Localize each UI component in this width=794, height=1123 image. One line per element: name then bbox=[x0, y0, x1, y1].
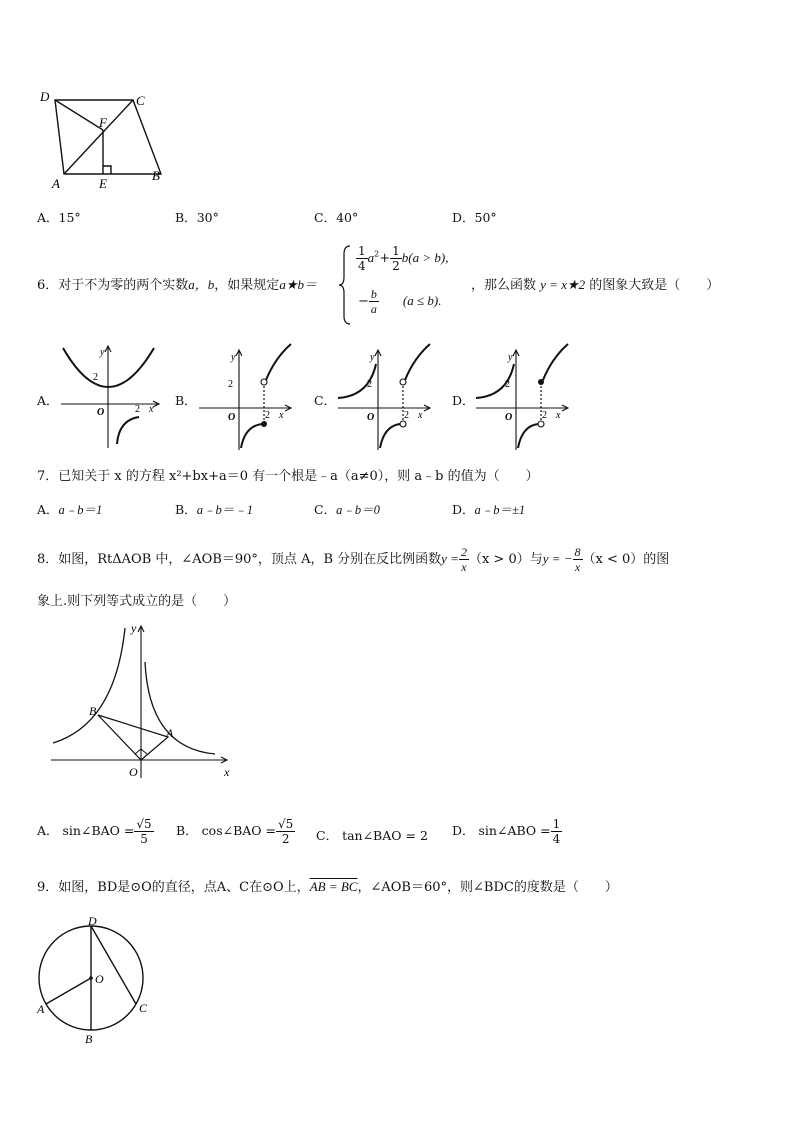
segment-ac bbox=[64, 100, 133, 174]
svg-text:y: y bbox=[100, 347, 105, 358]
svg-text:2: 2 bbox=[265, 410, 270, 421]
piecewise-case-1: $\frac{1}{4}$ $a^2+$ $\frac{1}{2}$ b(a > b), bbox=[358, 244, 449, 273]
q6-graph-a bbox=[57, 340, 167, 452]
q6-graph-b bbox=[195, 340, 305, 452]
svg-text:C: C bbox=[139, 1001, 148, 1015]
q6-stem-suffix: ，那么函数 y = x★2 的图象大致是（ ） bbox=[471, 277, 720, 293]
q8-stem-line2: 象上.则下列等式成立的是（ ） bbox=[37, 594, 237, 609]
segment-df bbox=[55, 100, 103, 130]
q8-hyperbola-figure bbox=[45, 620, 245, 782]
label-e: E bbox=[99, 176, 107, 191]
q5-option-a: A．15° bbox=[37, 210, 81, 225]
q6-graph-d bbox=[472, 340, 582, 452]
q6-option-c-letter: C． bbox=[314, 393, 337, 408]
svg-text:y: y bbox=[370, 352, 375, 363]
chord-dc bbox=[91, 926, 136, 1004]
svg-text:x: x bbox=[279, 410, 284, 421]
svg-text:A: A bbox=[37, 1002, 45, 1016]
svg-text:x: x bbox=[418, 410, 423, 421]
svg-text:O: O bbox=[95, 972, 104, 986]
svg-text:B: B bbox=[85, 1032, 93, 1046]
q7-stem: 7．已知关于 x 的方程 x²+bx+a＝0 有一个根是﹣a（a≠0），则 a﹣b 的值为（ ） bbox=[37, 469, 539, 484]
q8-stem-line1: 8．如图，RtΔAOB 中，∠AOB＝90°，顶点 A，B 分别在反比例函数y = $\frac{2}{x}$ （x > 0）与y = − $\frac{8}{x}$ （x < 0）的图 bbox=[37, 545, 670, 574]
label-d: D bbox=[40, 89, 50, 104]
svg-text:O: O bbox=[97, 407, 105, 418]
q5-option-d: D．50° bbox=[452, 210, 497, 225]
q7-option-a: A．a﹣b＝1 bbox=[37, 502, 103, 517]
svg-text:y: y bbox=[231, 352, 236, 363]
svg-text:2: 2 bbox=[228, 379, 233, 390]
svg-text:y: y bbox=[131, 621, 137, 635]
q8-option-c: C． tan∠BAO = 2 bbox=[316, 828, 428, 843]
q5-parallelogram-figure bbox=[30, 88, 180, 193]
hyperbola-left bbox=[53, 628, 125, 743]
svg-text:x: x bbox=[149, 404, 154, 415]
piecewise-case-2: − $\frac{b}{a}$ (a ≤ b). bbox=[358, 287, 442, 316]
piecewise-brace bbox=[338, 244, 352, 326]
parallelogram-abcd bbox=[55, 100, 161, 174]
q7-option-b: B．a﹣b＝﹣1 bbox=[175, 502, 253, 517]
svg-text:O: O bbox=[228, 412, 236, 423]
label-f: F bbox=[99, 115, 107, 130]
right-angle-mark bbox=[103, 166, 111, 174]
q6-option-d-letter: D． bbox=[452, 393, 475, 408]
radius-oa bbox=[46, 978, 91, 1004]
svg-text:O: O bbox=[505, 412, 513, 423]
label-b: B bbox=[152, 168, 160, 183]
svg-text:B: B bbox=[89, 704, 97, 718]
q7-option-d: D．a﹣b＝±1 bbox=[452, 502, 526, 517]
svg-text:O: O bbox=[367, 412, 375, 423]
svg-text:x: x bbox=[556, 410, 561, 421]
label-c: C bbox=[136, 93, 145, 108]
hyperbola-branch bbox=[117, 417, 139, 444]
svg-text:D: D bbox=[88, 914, 97, 928]
q6-graph-c bbox=[334, 340, 444, 452]
q8-option-a: A． sin∠BAO = $\frac{√5}{5}$ bbox=[37, 817, 152, 846]
label-a: A bbox=[52, 176, 60, 191]
q5-option-b: B．30° bbox=[175, 210, 219, 225]
svg-text:A: A bbox=[166, 726, 174, 740]
svg-text:2: 2 bbox=[505, 379, 510, 390]
q9-stem: 9．如图，BD是⊙O的直径，点A、C在⊙O上，AB = BC，∠AOB＝60°，则∠BDC的度数是（ ） bbox=[37, 879, 618, 895]
q8-option-d: D． sin∠ABO = $\frac{1}{4}$ bbox=[452, 817, 561, 846]
hyperbola-right bbox=[145, 662, 215, 754]
svg-text:y: y bbox=[508, 352, 513, 363]
q9-circle-figure bbox=[34, 912, 154, 1046]
q5-option-c: C．40° bbox=[314, 210, 359, 225]
q8-option-b: B． cos∠BAO = $\frac{√5}{2}$ bbox=[176, 817, 294, 846]
q6-option-a-letter: A． bbox=[37, 393, 59, 408]
svg-text:2: 2 bbox=[404, 410, 409, 421]
q6-stem-prefix: 6．对于不为零的两个实数a，b，如果规定a★b＝ bbox=[37, 277, 317, 293]
svg-text:O: O bbox=[129, 765, 138, 779]
svg-text:2: 2 bbox=[135, 404, 140, 415]
svg-text:2: 2 bbox=[367, 379, 372, 390]
svg-text:x: x bbox=[224, 765, 230, 779]
svg-text:2: 2 bbox=[542, 410, 547, 421]
svg-text:2: 2 bbox=[93, 372, 98, 383]
triangle-aob bbox=[98, 715, 168, 760]
q7-option-c: C．a﹣b＝0 bbox=[314, 502, 380, 517]
q6-option-b-letter: B． bbox=[175, 393, 197, 408]
